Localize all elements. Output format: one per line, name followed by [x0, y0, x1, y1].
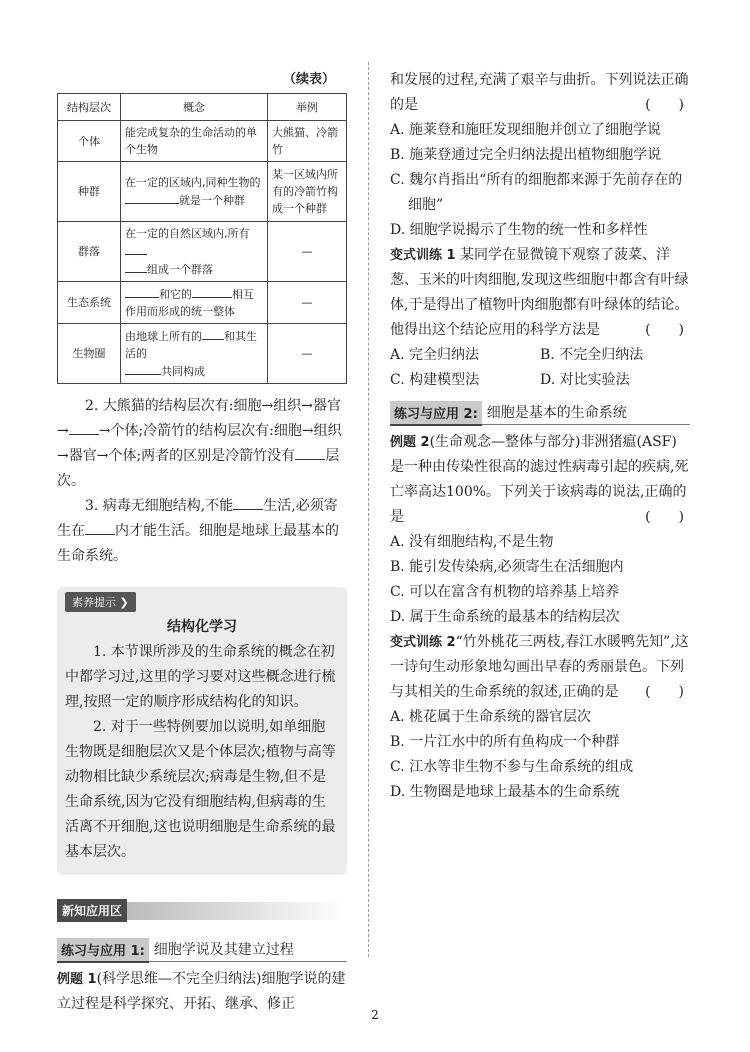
- concept-text: 由地球上所有的: [125, 330, 202, 343]
- header-example: 举例: [268, 94, 347, 121]
- tip-paragraph: 2. 对于一些特例要加以说明,如单细胞生物既是细胞层次又是个体层次;植物与高等动物相比缺少系统层次;病毒是生物,但不是生命系统,因为它没有细胞结构,但病毒的生活离不开细胞,这也说明细胞是生命系统的最基本层次。: [65, 719, 336, 860]
- concept-text: 在一定的自然区域内,所有: [125, 227, 250, 240]
- example-tag: 例题 2: [390, 435, 430, 450]
- page-number: 2: [371, 1008, 379, 1022]
- answer-paren[interactable]: ( ): [645, 509, 684, 525]
- question-2: [57, 394, 347, 494]
- fill-blank[interactable]: [125, 285, 159, 298]
- tip-title: 结构化学习: [167, 619, 237, 635]
- level-cell: 种群: [58, 162, 121, 222]
- q2-text: 层次。: [57, 448, 340, 489]
- q2-text: 2. 大熊猫的结构层次有:细胞→组织→器官→: [57, 398, 341, 439]
- fill-blank[interactable]: [85, 522, 115, 535]
- tip-tag: [65, 592, 136, 612]
- example-cell: 某一区域内所有的冷箭竹构成一个种群: [268, 162, 347, 222]
- option[interactable]: D. 细胞学说揭示了生物的统一性和多样性: [390, 222, 648, 238]
- level-cell: 生物圈: [58, 324, 121, 384]
- level-cell: 生态系统: [58, 282, 121, 324]
- option-row: [390, 343, 690, 368]
- zone-bar: [127, 902, 347, 920]
- concept-text: 就是一个种群: [179, 194, 245, 207]
- answer-paren[interactable]: ( ): [645, 322, 684, 338]
- continued-label: （续表）: [282, 72, 335, 87]
- example-cell: —: [268, 282, 347, 324]
- fill-blank[interactable]: [202, 327, 224, 340]
- level-cell: 群落: [58, 222, 121, 282]
- practice-label: 练习与应用 1:: [57, 938, 149, 963]
- option[interactable]: A. 施莱登和施旺发现细胞并创立了细胞学说: [390, 122, 662, 138]
- practice-label: 练习与应用 2:: [390, 401, 482, 426]
- concept-text: 能完成复杂的生命活动的单个生物: [125, 126, 257, 156]
- variant-tag: 变式训练 1: [390, 248, 456, 263]
- table-row: [58, 121, 347, 162]
- option[interactable]: A. 没有细胞结构,不是生物: [390, 534, 554, 550]
- fill-blank[interactable]: [192, 285, 232, 298]
- fill-blank[interactable]: [125, 191, 179, 204]
- example-cell: —: [268, 324, 347, 384]
- concept-text: 在一定的区域内,同种生物的: [125, 176, 261, 189]
- q2-text: →个体;冷箭竹的结构层次有:细胞→组织→器官→个体;两者的区别是冷箭竹没有: [57, 423, 342, 464]
- tip-paragraph: 1. 本节课所涉及的生命系统的概念在初中都学习过,这里的学习要对这些概念进行梳理,按照一定的顺序形成结构化的知识。: [65, 644, 336, 710]
- table-row: [58, 222, 347, 282]
- example-1-stem-cont: [390, 68, 690, 118]
- concept-cell: [121, 222, 268, 282]
- concept-cell: [121, 121, 268, 162]
- option[interactable]: B. 不完全归纳法: [540, 347, 644, 363]
- option[interactable]: B. 施莱登通过完全归纳法提出植物细胞学说: [390, 147, 662, 163]
- option[interactable]: A. 完全归纳法: [390, 347, 480, 363]
- fill-blank[interactable]: [125, 242, 147, 255]
- fill-blank[interactable]: [233, 497, 263, 510]
- practice-2-header: [390, 401, 690, 426]
- header-level: 结构层次: [58, 94, 121, 121]
- fill-blank[interactable]: [125, 362, 161, 375]
- example-cell: 大熊猫、冷箭竹: [268, 121, 347, 162]
- concept-text: 共同构成: [161, 365, 205, 378]
- concept-text: 相互作用而形成的统一整体: [125, 288, 254, 318]
- option[interactable]: B. 一片江水中的所有鱼构成一个种群: [390, 734, 620, 750]
- practice-title: 细胞学说及其建立过程: [149, 939, 347, 962]
- right-column: [390, 68, 690, 805]
- practice-title: 细胞是基本的生命系统: [482, 402, 690, 425]
- example-text: (生命观念—整体与部分)非洲猪瘟(ASF)是一种由传染性很高的滤过性病毒引起的疾病,死亡率高达100%。下列关于该病毒的说法,正确的是: [390, 434, 689, 525]
- option-row: [390, 368, 690, 393]
- example-cell: —: [268, 222, 347, 282]
- option[interactable]: C. 江水等非生物不参与生命系统的组成: [390, 759, 634, 775]
- practice-1-header: [57, 938, 347, 963]
- level-cell: 个体: [58, 121, 121, 162]
- concept-cell: [121, 324, 268, 384]
- variant-2-stem: [390, 630, 690, 705]
- table-row: [58, 162, 347, 222]
- option[interactable]: B. 能引发传染病,必须寄生在活细胞内: [390, 559, 624, 575]
- column-divider: [368, 62, 369, 957]
- fill-blank[interactable]: [69, 422, 99, 435]
- left-column: [57, 68, 347, 1017]
- literacy-tip-box: [57, 587, 347, 875]
- option[interactable]: A. 桃花属于生命系统的器官层次: [390, 709, 592, 725]
- concept-text: 和其生活的: [125, 330, 257, 360]
- option[interactable]: D. 属于生命系统的最基本的结构层次: [390, 609, 620, 625]
- q3-text: 生活,必须寄生在: [57, 498, 338, 539]
- variant-1-stem: [390, 243, 690, 343]
- variant-text: 某同学在显微镜下观察了菠菜、洋葱、玉米的叶肉细胞,发现这些细胞中都含有叶绿体,于是得出了植物叶肉细胞都有叶绿体的结论。他得出这个结论应用的科学方法是: [390, 247, 689, 338]
- tip-tag-label: 素养提示: [72, 596, 116, 609]
- example-tag: 例题 1: [57, 972, 97, 987]
- answer-paren[interactable]: ( ): [645, 684, 684, 700]
- life-system-table: [57, 93, 347, 384]
- option[interactable]: C. 构建模型法: [390, 372, 480, 388]
- fill-blank[interactable]: [295, 447, 325, 460]
- example-text: 和发展的过程,充满了艰辛与曲折。下列说法正确的是: [390, 72, 689, 113]
- q3-text: 内才能生活。细胞是地球上最基本的生命系统。: [57, 523, 339, 564]
- concept-text: 组成一个群落: [147, 263, 213, 276]
- fill-blank[interactable]: [125, 260, 147, 273]
- variant-tag: 变式训练 2: [390, 635, 456, 650]
- example-2-stem: [390, 430, 690, 530]
- table-row: [58, 282, 347, 324]
- concept-text: 和它的: [159, 288, 192, 301]
- new-knowledge-zone-header: [57, 899, 347, 922]
- example-text: (科学思维—不完全归纳法)细胞学说的建立过程是科学探究、开拓、继承、修正: [57, 971, 346, 1012]
- question-3: [57, 494, 347, 569]
- zone-label: 新知应用区: [57, 899, 127, 922]
- concept-cell: [121, 162, 268, 222]
- option[interactable]: C. 魏尔肖指出“所有的细胞都来源于先前存在的细胞”: [390, 172, 683, 213]
- table-row: [58, 324, 347, 384]
- option[interactable]: C. 可以在富含有机物的培养基上培养: [390, 584, 620, 600]
- header-concept: 概念: [121, 94, 268, 121]
- chevron-right-icon: ❯: [119, 596, 129, 609]
- table-header-row: [58, 94, 347, 121]
- variant-text: “竹外桃花三两枝,春江水暖鸭先知”,这一诗句生动形象地勾画出早春的秀丽景色。下列与其相关的生命系统的叙述,正确的是: [390, 634, 689, 700]
- concept-cell: [121, 282, 268, 324]
- q3-text: 3. 病毒无细胞结构,不能: [85, 498, 234, 514]
- option[interactable]: D. 对比实验法: [540, 372, 630, 388]
- answer-paren[interactable]: ( ): [645, 97, 684, 113]
- option[interactable]: D. 生物圈是地球上最基本的生命系统: [390, 784, 620, 800]
